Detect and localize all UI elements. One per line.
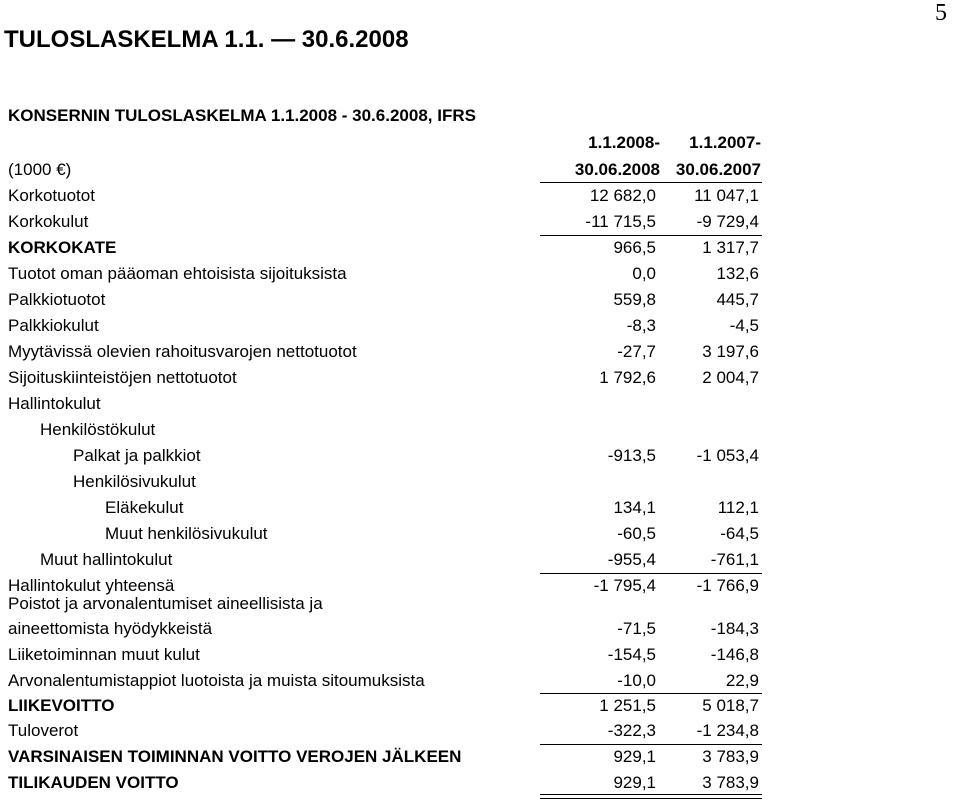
- value-2007: 5 018,7: [702, 696, 759, 715]
- value-2008: -913,5: [607, 446, 656, 465]
- value-2007: -9 729,4: [696, 212, 759, 231]
- value-2007: -4,5: [729, 316, 759, 335]
- table-row: [0, 594, 960, 620]
- table-row: [0, 420, 960, 446]
- row-label: VARSINAISEN TOIMINNAN VOITTO VEROJEN JÄLKEEN: [8, 747, 462, 766]
- table-row: [0, 550, 960, 576]
- page-title: TULOSLASKELMA 1.1. — 30.6.2008: [4, 26, 409, 53]
- row-label: Henkilöstökulut: [40, 420, 156, 439]
- table-row: [0, 316, 960, 342]
- value-2007: -1 234,8: [696, 721, 759, 740]
- table-row: [0, 342, 960, 368]
- value-2007: 3 197,6: [702, 342, 759, 361]
- value-2008: 929,1: [613, 773, 656, 792]
- value-2007: 3 783,9: [702, 773, 759, 792]
- value-2008: 929,1: [613, 747, 656, 766]
- table-row: [0, 619, 960, 645]
- total-double-rule: [540, 794, 762, 799]
- page-number: 5: [935, 0, 947, 26]
- value-2007: 22,9: [725, 671, 759, 690]
- row-label: Eläkekulut: [105, 498, 184, 517]
- value-2008: -11 715,5: [585, 212, 656, 231]
- table-row: [0, 238, 960, 264]
- table-row: [0, 696, 960, 722]
- table-row: [0, 773, 960, 799]
- value-2008: -322,3: [607, 721, 656, 740]
- value-2007: 132,6: [716, 264, 759, 283]
- table-row: [0, 368, 960, 394]
- value-2008: -154,5: [607, 645, 656, 664]
- row-label: Hallintokulut yhteensä: [8, 576, 175, 595]
- value-2008: -8,3: [626, 316, 656, 335]
- value-2008: 1 792,6: [599, 368, 656, 387]
- row-label: LIIKEVOITTO: [8, 696, 115, 715]
- table-row: [0, 498, 960, 524]
- table-row: [0, 446, 960, 472]
- value-2008: -10,0: [617, 671, 656, 690]
- value-2007: -1 053,4: [696, 446, 759, 465]
- subtotal-rule: [540, 744, 762, 745]
- row-label: Palkat ja palkkiot: [73, 446, 201, 465]
- row-label: KORKOKATE: [8, 238, 117, 257]
- table-row: [0, 747, 960, 773]
- table-row: [0, 186, 960, 212]
- value-2007: -146,8: [710, 645, 759, 664]
- header-rule: [540, 182, 762, 183]
- value-2008: -27,7: [617, 342, 656, 361]
- subtotal-rule: [540, 573, 762, 574]
- statement-subtitle: KONSERNIN TULOSLASKELMA 1.1.2008 - 30.6.2008, IFRS: [8, 106, 476, 125]
- column-header-2008-start: 1.1.2008-: [588, 133, 660, 152]
- row-label: Palkkiokulut: [8, 316, 99, 335]
- subtotal-rule: [540, 693, 762, 694]
- table-row: [0, 671, 960, 697]
- value-2008: 966,5: [613, 238, 656, 257]
- row-label: aineettomista hyödykkeistä: [8, 619, 213, 638]
- value-2007: 2 004,7: [702, 368, 759, 387]
- row-label: Tuotot oman pääoman ehtoisista sijoituksista: [8, 264, 347, 283]
- table-row: [0, 264, 960, 290]
- table-row: [0, 472, 960, 498]
- table-row: [0, 394, 960, 420]
- value-2008: -1 795,4: [593, 576, 656, 595]
- row-label: Korkokulut: [8, 212, 89, 231]
- column-header-2007-end: 30.06.2007: [675, 160, 761, 179]
- value-2007: 1 317,7: [702, 238, 759, 257]
- table-row: [0, 290, 960, 316]
- value-2007: -761,1: [710, 550, 759, 569]
- table-row: [0, 721, 960, 747]
- row-label: Palkkiotuotot: [8, 290, 106, 309]
- row-label: Poistot ja arvonalentumiset aineellisista ja: [8, 594, 323, 613]
- row-label: TILIKAUDEN VOITTO: [8, 773, 179, 792]
- value-2007: 445,7: [716, 290, 759, 309]
- table-row: [0, 645, 960, 671]
- row-label: Tuloverot: [8, 721, 79, 740]
- value-2008: 559,8: [613, 290, 656, 309]
- value-2008: 0,0: [632, 264, 656, 283]
- value-2007: -184,3: [710, 619, 759, 638]
- row-label: Sijoituskiinteistöjen nettotuotot: [8, 368, 237, 387]
- row-label: Muut henkilösivukulut: [105, 524, 268, 543]
- value-2008: 134,1: [613, 498, 656, 517]
- row-label: Myytävissä olevien rahoitusvarojen nettotuotot: [8, 342, 357, 361]
- value-2007: 11 047,1: [694, 186, 759, 205]
- row-label: Henkilösivukulut: [73, 472, 196, 491]
- row-label: Arvonalentumistappiot luotoista ja muista sitoumuksista: [8, 671, 425, 690]
- value-2007: 3 783,9: [702, 747, 759, 766]
- column-header-2008-end: 30.06.2008: [574, 160, 660, 179]
- value-2008: -71,5: [617, 619, 656, 638]
- value-2008: -60,5: [617, 524, 656, 543]
- row-label: Muut hallintokulut: [40, 550, 173, 569]
- table-row: [0, 524, 960, 550]
- row-label: Hallintokulut: [8, 394, 101, 413]
- value-2007: 112,1: [717, 498, 759, 517]
- value-2007: -1 766,9: [696, 576, 759, 595]
- table-row: [0, 212, 960, 238]
- value-2008: 12 682,0: [589, 186, 656, 205]
- unit-label: (1000 €): [8, 160, 72, 179]
- column-header-2007-start: 1.1.2007-: [689, 133, 761, 152]
- value-2008: 1 251,5: [599, 696, 656, 715]
- subtotal-rule: [540, 235, 762, 236]
- row-label: Korkotuotot: [8, 186, 95, 205]
- value-2007: -64,5: [720, 524, 759, 543]
- row-label: Liiketoiminnan muut kulut: [8, 645, 200, 664]
- value-2008: -955,4: [607, 550, 656, 569]
